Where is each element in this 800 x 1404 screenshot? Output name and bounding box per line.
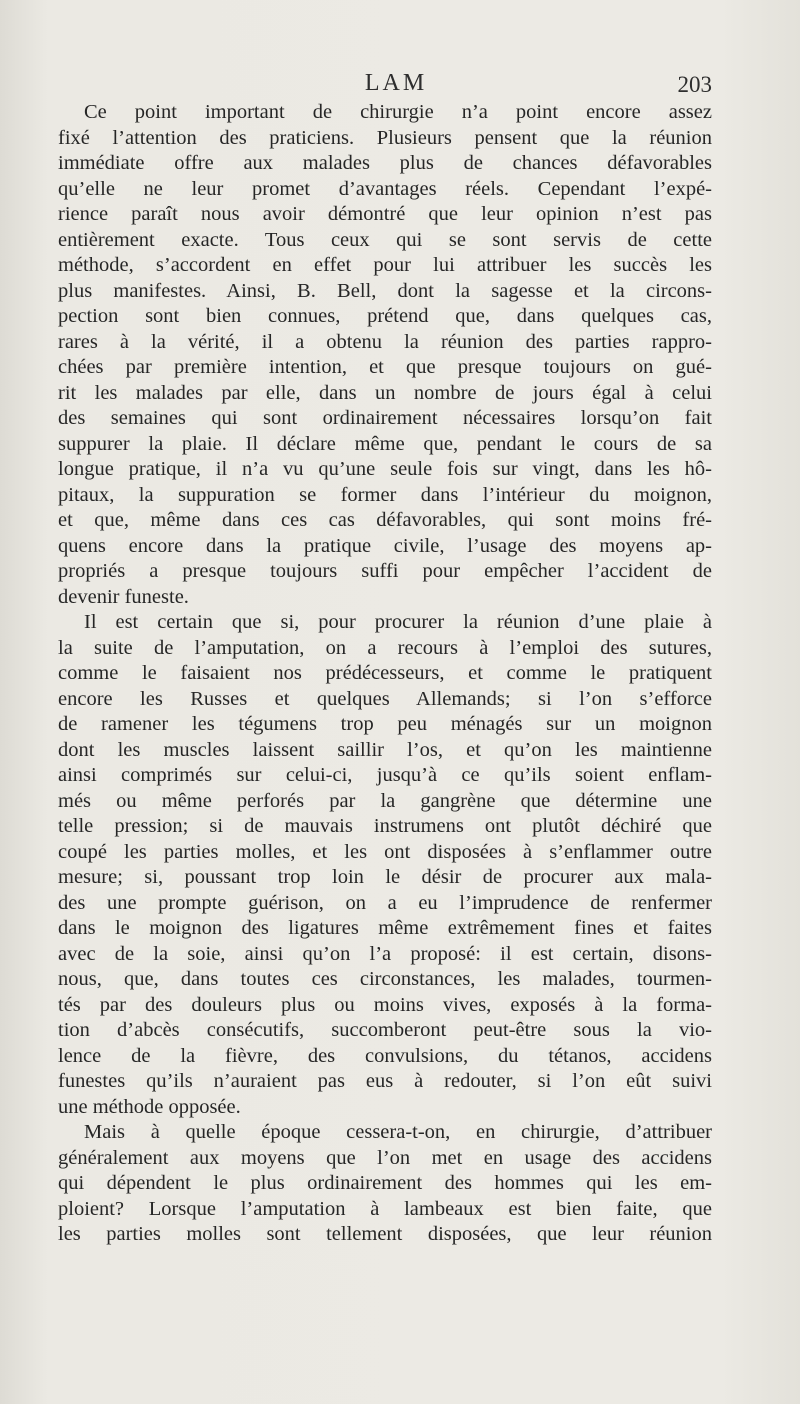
text-line: immédiate offre aux malades plus de chances défavorables <box>58 152 712 174</box>
text-line: chées par première intention, et que presque toujours on gué- <box>58 356 712 378</box>
text-line: quens encore dans la pratique civile, l’usage des moyens ap- <box>58 534 712 557</box>
text-line: devenir funeste. <box>58 585 189 608</box>
paragraph <box>58 1120 712 1248</box>
text-line: généralement aux moyens que l’on met en usage des accidens <box>58 1146 712 1169</box>
body-text <box>58 100 712 1248</box>
text-line: més ou même perforés par la gangrène que détermine une <box>58 789 712 812</box>
text-line: tion d’abcès consécutifs, succomberont peut-être sous la vio- <box>58 1019 712 1041</box>
text-line: méthode, s’accordent en effet pour lui attribuer les succès les <box>58 254 712 276</box>
text-line: de ramener les tégumens trop peu ménagés sur un moignon <box>58 713 712 735</box>
text-line: ploient? Lorsque l’amputation à lambeaux est bien faite, que <box>58 1197 712 1220</box>
text-line: une méthode opposée. <box>58 1095 241 1118</box>
paragraph <box>58 100 712 610</box>
text-line: rit les malades par elle, dans un nombre de jours égal à celui <box>58 381 712 404</box>
text-line: pection sont bien connues, prétend que, dans quelques cas, <box>58 305 712 327</box>
text-line: et que, même dans ces cas défavorables, qui sont moins fré- <box>58 509 712 531</box>
text-line: entièrement exacte. Tous ceux qui se sont servis de cette <box>58 228 712 251</box>
page-header <box>80 70 712 100</box>
page-number: 203 <box>677 72 712 97</box>
text-line: rience paraît nous avoir démontré que leur opinion n’est pas <box>58 203 712 225</box>
text-line: qui dépendent le plus ordinairement des hommes qui les em- <box>58 1172 712 1194</box>
text-line: longue pratique, il n’a vu qu’une seule fois sur vingt, dans les hô- <box>58 458 712 480</box>
text-line: dont les muscles laissent saillir l’os, et qu’on les maintienne <box>58 738 712 761</box>
text-line: comme le faisaient nos prédécesseurs, et comme le pratiquent <box>58 662 712 684</box>
text-line: pitaux, la suppuration se former dans l’intérieur du moignon, <box>58 483 712 506</box>
text-line: mesure; si, poussant trop loin le désir de procurer aux mala- <box>58 866 712 888</box>
paragraph <box>58 610 712 1120</box>
running-head: LAM <box>364 70 428 96</box>
text-line: telle pression; si de mauvais instrumens ont plutôt déchiré que <box>58 815 712 837</box>
text-line: Il est certain que si, pour procurer la réunion d’une plaie à <box>84 611 712 633</box>
text-line: Mais à quelle époque cessera-t-on, en chirurgie, d’attribuer <box>84 1121 712 1143</box>
text-line: qu’elle ne leur promet d’avantages réels. Cependant l’expé- <box>58 177 712 200</box>
text-line: coupé les parties molles, et les ont disposées à s’enflammer outre <box>58 840 712 863</box>
text-line: avec de la soie, ainsi qu’on l’a proposé: il est certain, disons- <box>58 942 712 965</box>
text-line: nous, que, dans toutes ces circonstances, les malades, tourmen- <box>58 968 712 990</box>
text-line: suppurer la plaie. Il déclare même que, pendant le cours de sa <box>58 432 712 455</box>
text-line: fixé l’attention des praticiens. Plusieurs pensent que la réunion <box>58 126 712 149</box>
text-line: la suite de l’amputation, on a recours à l’emploi des sutures, <box>58 636 712 659</box>
text-line: tés par des douleurs plus ou moins vives, exposés à la forma- <box>58 993 712 1016</box>
text-line: ainsi comprimés sur celui-ci, jusqu’à ce qu’ils soient enflam- <box>58 764 712 786</box>
text-line: dans le moignon des ligatures même extrêmement fines et faites <box>58 917 712 939</box>
text-line: des semaines qui sont ordinairement nécessaires lorsqu’on fait <box>58 407 712 429</box>
text-line: propriés a presque toujours suffi pour empêcher l’accident de <box>58 560 712 582</box>
text-line: les parties molles sont tellement disposées, que leur réunion <box>58 1223 712 1245</box>
text-line: rares à la vérité, il a obtenu la réunion des parties rappro- <box>58 330 712 353</box>
text-line: lence de la fièvre, des convulsions, du tétanos, accidens <box>58 1044 712 1067</box>
text-line: plus manifestes. Ainsi, B. Bell, dont la sagesse et la circons- <box>58 279 712 302</box>
text-line: des une prompte guérison, on a eu l’imprudence de renfermer <box>58 891 712 914</box>
text-line: funestes qu’ils n’auraient pas eus à redouter, si l’on eût suivi <box>58 1070 712 1092</box>
text-line: encore les Russes et quelques Allemands; si l’on s’efforce <box>58 687 712 710</box>
text-line: Ce point important de chirurgie n’a point encore assez <box>84 101 712 123</box>
